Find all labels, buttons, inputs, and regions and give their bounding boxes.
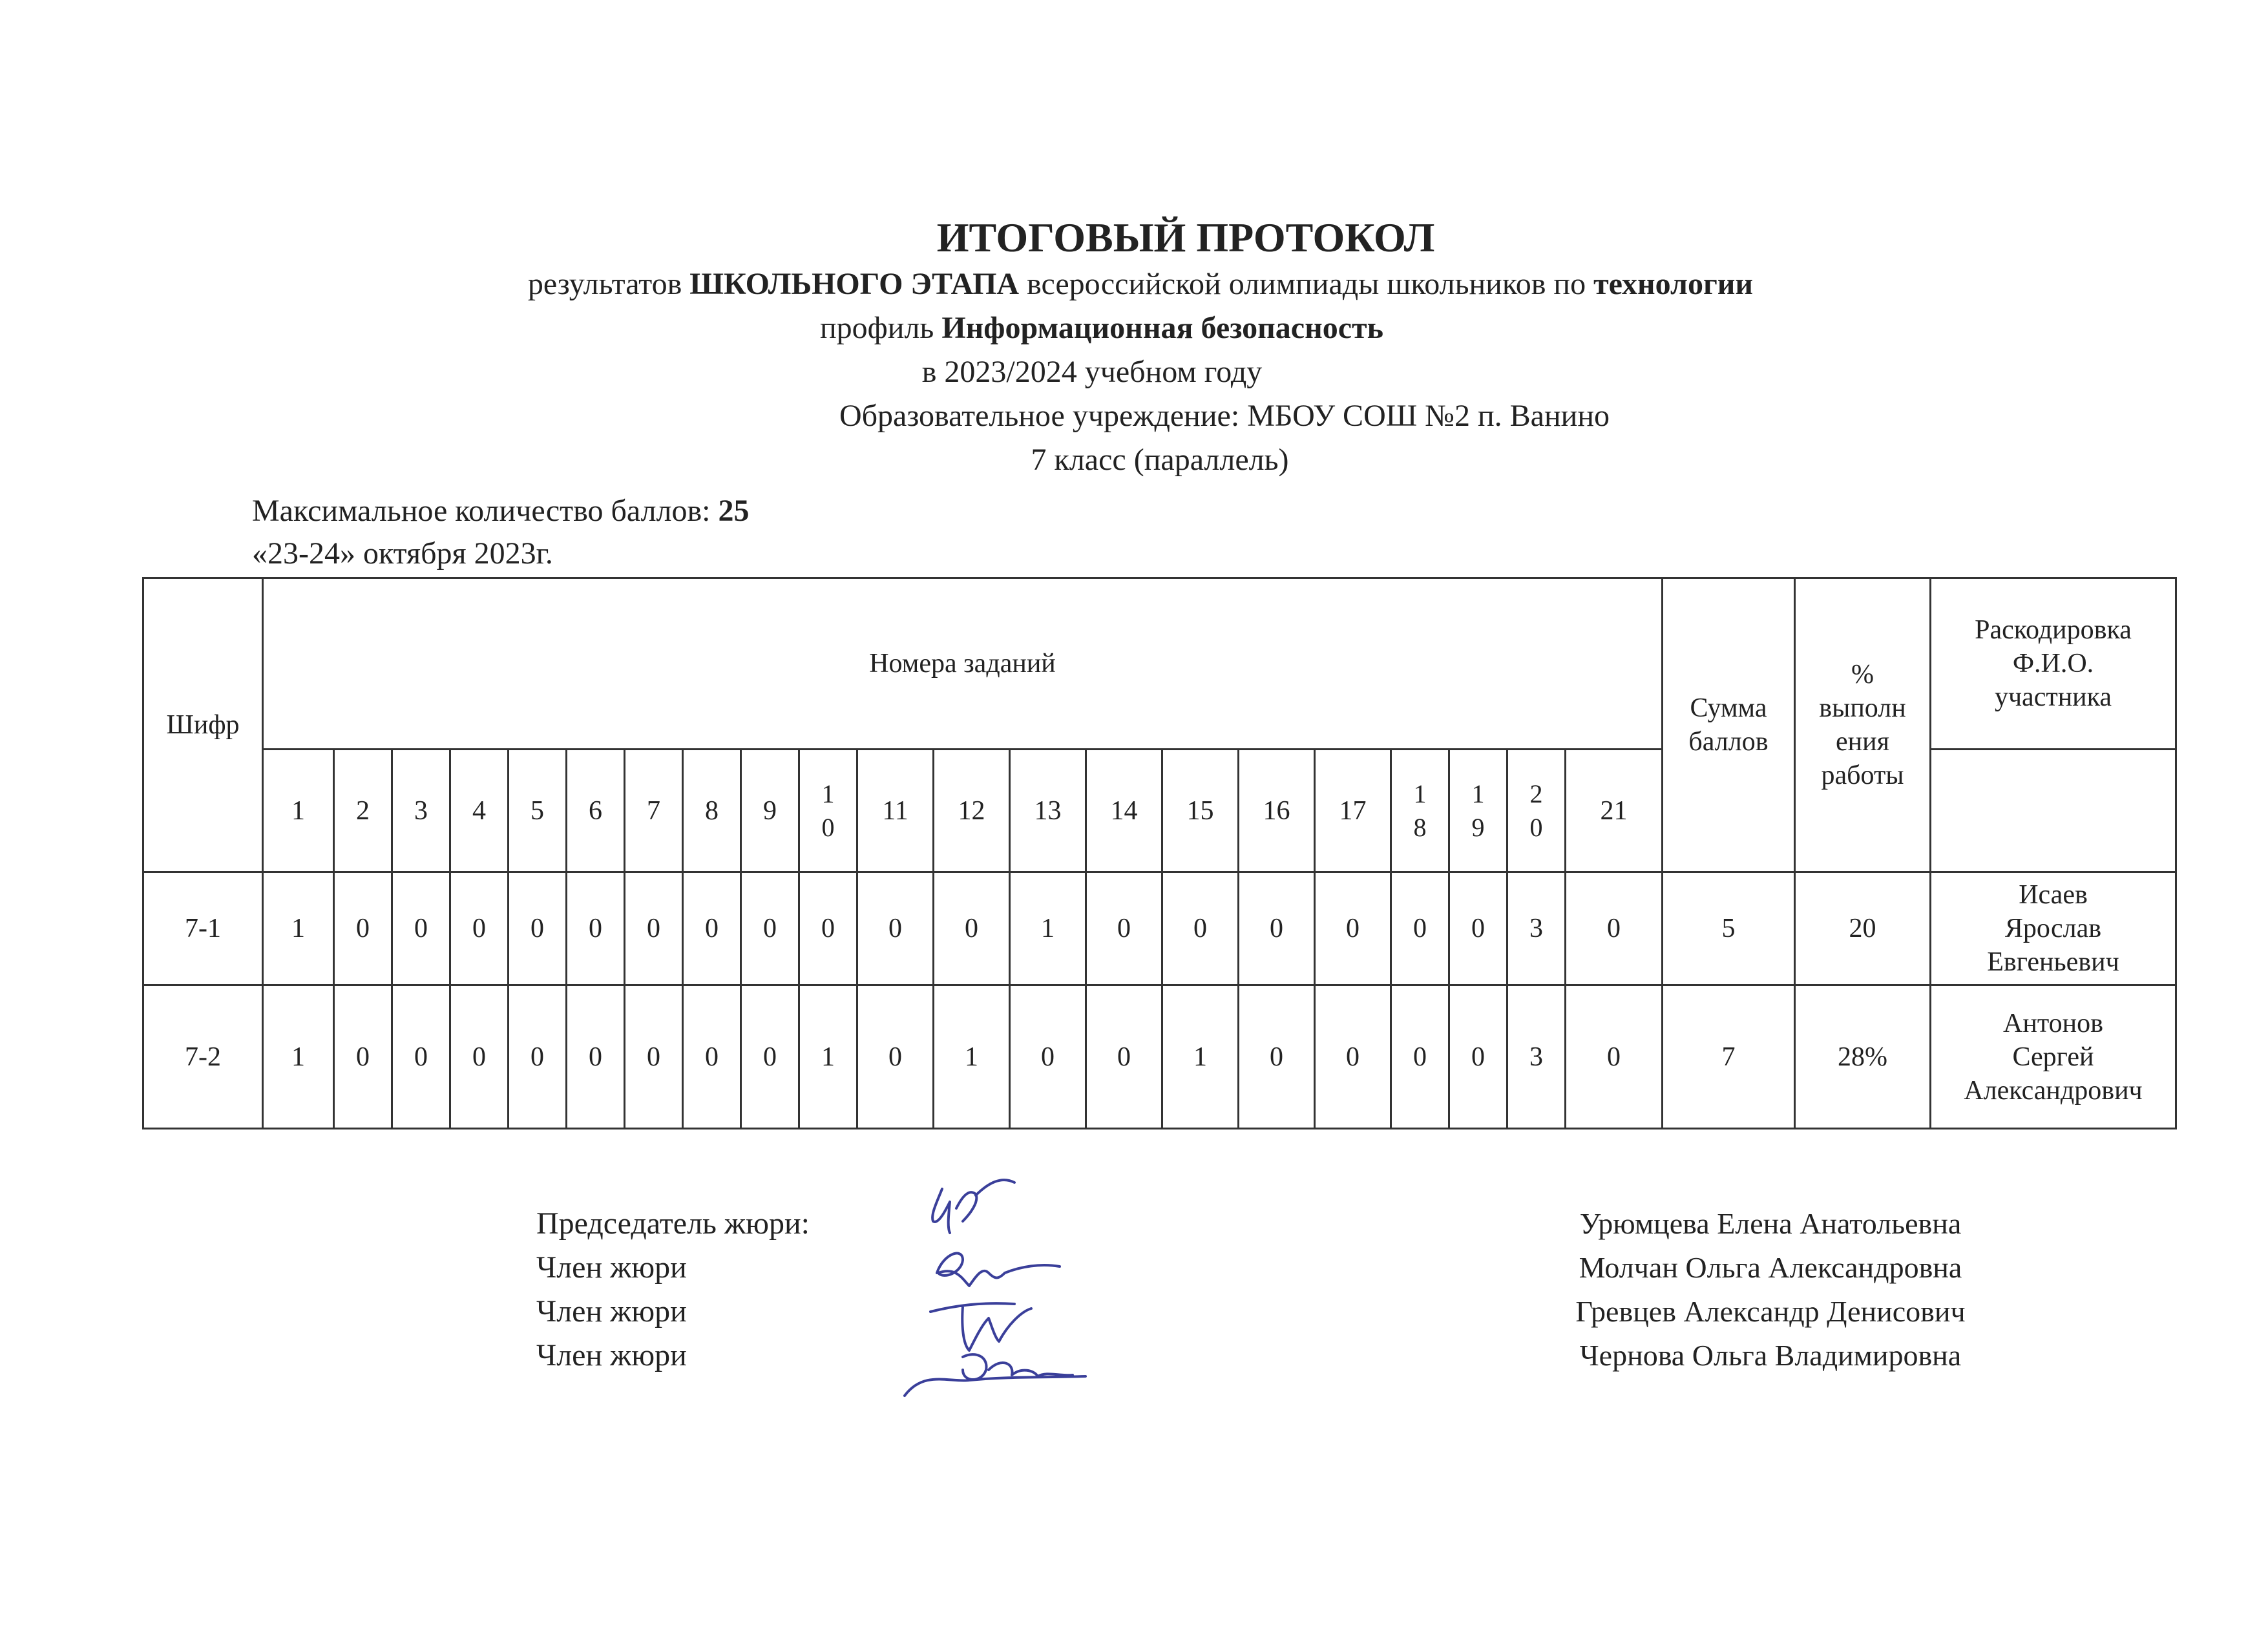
participant-name-part: Сергей (2012, 1042, 2094, 1072)
jury-names (1538, 1202, 2003, 1378)
signature-member-1 (937, 1254, 1060, 1286)
jury-chair-name: Урюмцева Елена Анатольевна (1579, 1207, 1962, 1240)
protocol-profile-line (0, 306, 2268, 350)
score-cell: 0 (334, 872, 392, 985)
jury-member-name: Гревцев Александр Денисович (1575, 1295, 1966, 1328)
percent-cell: 28% (1795, 985, 1931, 1129)
participant-name-part: Александрович (1964, 1075, 2143, 1106)
score-cell: 0 (334, 985, 392, 1129)
task-number: 12 (934, 750, 1010, 872)
task-number: 6 (567, 750, 625, 872)
task-number: 2 0 (1507, 750, 1566, 872)
score-cell: 0 (567, 872, 625, 985)
score-cell: 1 (263, 872, 334, 985)
decode-header-line: Ф.И.О. (2012, 649, 2094, 678)
max-score-label: Максимальное количество баллов: (252, 494, 719, 528)
profile-label: профиль (819, 311, 942, 345)
results-table (142, 577, 2177, 1129)
score-cell: 0 (1315, 985, 1391, 1129)
jury-signatures (866, 1163, 1137, 1434)
participant-name-cell (1931, 985, 2176, 1129)
participant-name-part: Исаев (2019, 880, 2088, 910)
institution: Образовательное учреждение: МБОУ СОШ №2 п. Ванино (839, 399, 1610, 433)
score-cell: 0 (799, 872, 857, 985)
sum-cell: 7 (1663, 985, 1795, 1129)
task-number: 21 (1566, 750, 1663, 872)
table-row (143, 872, 2176, 985)
percent-header (1795, 578, 1931, 872)
percent-header-line: работы (1821, 761, 1904, 790)
score-cell: 0 (1162, 872, 1239, 985)
score-cell: 0 (1086, 872, 1162, 985)
max-score-value: 25 (718, 494, 750, 528)
task-number: 8 (683, 750, 741, 872)
score-cell: 0 (625, 985, 683, 1129)
percent-header-line: % (1851, 660, 1874, 689)
cipher-header: Шифр (143, 578, 263, 872)
score-cell: 0 (1239, 872, 1315, 985)
tasks-header: Номера заданий (263, 578, 1663, 750)
score-cell: 0 (683, 872, 741, 985)
task-number: 14 (1086, 750, 1162, 872)
task-number: 5 (509, 750, 567, 872)
task-number: 13 (1010, 750, 1086, 872)
score-cell: 0 (450, 872, 509, 985)
score-cell: 1 (263, 985, 334, 1129)
max-score-line (252, 490, 750, 532)
score-cell: 0 (1391, 985, 1449, 1129)
task-number: 7 (625, 750, 683, 872)
percent-header-line: выполн (1819, 693, 1906, 723)
score-cell: 0 (1566, 872, 1663, 985)
score-cell: 0 (741, 872, 799, 985)
participant-name-part: Ярослав (2004, 914, 2102, 943)
score-cell: 0 (1315, 872, 1391, 985)
score-cell: 0 (1391, 872, 1449, 985)
score-cell: 0 (1010, 985, 1086, 1129)
participant-name-part: Антонов (2003, 1008, 2103, 1038)
task-number: 1 0 (799, 750, 857, 872)
score-cell: 0 (1239, 985, 1315, 1129)
score-cell: 0 (1566, 985, 1663, 1129)
task-number: 1 (263, 750, 334, 872)
score-cell: 0 (392, 872, 450, 985)
score-cell: 1 (1010, 872, 1086, 985)
cipher-cell: 7-2 (143, 985, 263, 1129)
jury-member-name: Чернова Ольга Владимировна (1579, 1339, 1962, 1372)
jury-member-role: Член жюри (536, 1250, 687, 1285)
cipher-cell: 7-1 (143, 872, 263, 985)
grade-level: 7 класс (параллель) (1031, 443, 1289, 477)
decode-header-line: Раскодировка (1975, 615, 2132, 645)
task-number: 17 (1315, 750, 1391, 872)
score-cell: 0 (741, 985, 799, 1129)
participant-name-cell (1931, 872, 2176, 985)
protocol-title: ИТОГОВЫЙ ПРОТОКОЛ (936, 215, 1435, 260)
task-number: 3 (392, 750, 450, 872)
participant-name-part: Евгеньевич (1987, 947, 2119, 977)
score-cell: 0 (1449, 872, 1507, 985)
score-cell: 1 (1162, 985, 1239, 1129)
task-number: 15 (1162, 750, 1239, 872)
score-cell: 0 (1086, 985, 1162, 1129)
jury-member-name: Молчан Ольга Александровна (1579, 1251, 1962, 1284)
table-row (143, 985, 2176, 1129)
sum-cell: 5 (1663, 872, 1795, 985)
task-number: 11 (857, 750, 934, 872)
score-cell: 0 (857, 872, 934, 985)
decode-header-empty (1931, 750, 2176, 872)
olympiad-date: «23-24» октября 2023г. (252, 536, 553, 571)
score-cell: 0 (1449, 985, 1507, 1129)
jury-member-role: Член жюри (536, 1294, 687, 1329)
task-number: 4 (450, 750, 509, 872)
stage-name: ШКОЛЬНОГО ЭТАПА (689, 267, 1020, 301)
protocol-header (0, 213, 2268, 482)
task-number: 2 (334, 750, 392, 872)
score-cell: 0 (934, 872, 1010, 985)
protocol-subtitle-line-1 (13, 262, 2268, 306)
table-header-row (143, 578, 2176, 750)
percent-cell: 20 (1795, 872, 1931, 985)
signature-chair (932, 1180, 1014, 1233)
score-cell: 3 (1507, 985, 1566, 1129)
score-cell: 0 (683, 985, 741, 1129)
sum-header-line: Сумма (1690, 693, 1767, 723)
score-cell: 0 (450, 985, 509, 1129)
sum-header-line: баллов (1688, 727, 1769, 757)
subject-name: технологии (1593, 267, 1754, 301)
score-cell: 1 (799, 985, 857, 1129)
jury-roles (536, 1202, 810, 1378)
task-number: 9 (741, 750, 799, 872)
score-cell: 0 (509, 985, 567, 1129)
score-cell: 0 (567, 985, 625, 1129)
profile-name: Информационная безопасность (941, 311, 1384, 345)
score-cell: 0 (625, 872, 683, 985)
score-cell: 0 (509, 872, 567, 985)
signature-member-2 (930, 1303, 1031, 1350)
percent-header-line: ения (1836, 727, 1889, 757)
jury-chair-role: Председатель жюри: (536, 1206, 810, 1241)
score-cell: 3 (1507, 872, 1566, 985)
sum-header (1663, 578, 1795, 872)
score-cell: 0 (857, 985, 934, 1129)
subtitle-text: результатов (527, 267, 690, 301)
protocol-meta (252, 490, 750, 575)
signature-member-3 (905, 1354, 1086, 1396)
subtitle-text: всероссийской олимпиады школьников по (1019, 267, 1594, 301)
jury-member-role: Член жюри (536, 1338, 687, 1372)
decode-header-line: участника (1994, 682, 2112, 712)
decode-header (1931, 578, 2176, 750)
task-number: 1 8 (1391, 750, 1449, 872)
academic-year: в 2023/2024 учебном году (921, 355, 1263, 389)
score-cell: 0 (392, 985, 450, 1129)
task-number: 16 (1239, 750, 1315, 872)
task-number: 1 9 (1449, 750, 1507, 872)
score-cell: 1 (934, 985, 1010, 1129)
